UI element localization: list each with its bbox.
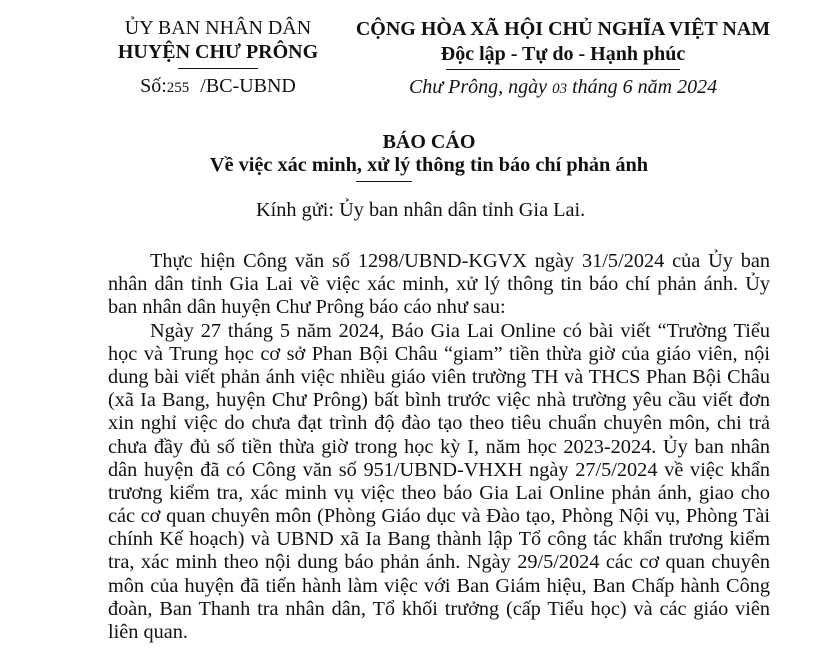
date-suffix: tháng 6 năm 2024 [567, 76, 718, 98]
agency-underline [178, 68, 258, 69]
document-date [343, 76, 783, 101]
document-title: BÁO CÁO [382, 131, 476, 153]
body-line: (xã Ia Bang, huyện Chư Prông) bất bình trước việc nhà trường yêu cầu viết đơn [108, 389, 770, 412]
body-line: Ngày 27 tháng 5 năm 2024, Báo Gia Lai Online có bài viết “Trường Tiểu [150, 319, 770, 342]
nation-title: CỘNG HÒA XÃ HỘI CHỦ NGHĨA VIỆT NAM [355, 18, 771, 40]
document-number [88, 75, 348, 100]
date-prefix: Chư Prông, ngày [408, 76, 553, 98]
document-number-prefix: Số: [140, 75, 167, 97]
subject-underline [356, 181, 412, 182]
national-motto: Độc lập - Tự do - Hạnh phúc [440, 43, 686, 65]
body-line: chính Kế hoạch) và UBND xã Ia Bang thành lập Tổ công tác khẩn trương kiểm [108, 528, 770, 551]
motto-underline [446, 69, 680, 70]
body-line: dung bài viết phản ánh việc nhiều giáo viên trường TH và THCS Phan Bội Châu [108, 365, 770, 388]
document-number-value: 255 [166, 80, 190, 96]
document-body [108, 250, 770, 644]
body-line: đoàn, Ban Thanh tra nhân dân, Tổ khối trưởng (cấp Tiểu học) và các giáo viên [108, 597, 770, 620]
document-subject: Về việc xác minh, xử lý thông tin báo chí phản ánh [209, 154, 649, 176]
body-line: tra, xác minh theo nội dung báo phản ánh. Ngày 29/5/2024 các cơ quan chuyên [108, 551, 770, 574]
body-line: chưa đầy đủ số tiền thừa giờ trong học kỳ I, năm học 2023-2024. Ủy ban nhân [108, 435, 770, 458]
body-line: môn của huyện đã tiến hành làm việc với Ban Giám hiệu, Ban Chấp hành Công [108, 574, 770, 597]
body-line: học và Trung học cơ sở Phan Bội Châu “giam” tiền thừa giờ của giáo viên, nội [108, 342, 770, 365]
agency-parent: ỦY BAN NHÂN DÂN [124, 17, 312, 39]
body-line: các cơ quan chuyên môn (Phòng Giáo dục và Đào tạo, Phòng Nội vụ, Phòng Tài [108, 505, 770, 528]
body-line: Thực hiện Công văn số 1298/UBND-KGVX ngày 31/5/2024 của Ủy ban [150, 250, 770, 272]
recipient-line: Kính gửi: Ủy ban nhân dân tỉnh Gia Lai. [256, 199, 586, 221]
body-line: ban nhân dân huyện Chư Prông báo cáo như sau: [108, 296, 506, 319]
body-line: liên quan. [108, 621, 188, 643]
body-line: dân huyện đã có Công văn số 951/UBND-VHXH ngày 27/5/2024 về việc khẩn [108, 458, 770, 481]
date-day: 03 [552, 81, 568, 97]
body-line: trương kiểm tra, xác minh vụ việc theo báo Gia Lai Online phản ánh, giao cho [108, 481, 770, 504]
body-line: nhân dân tỉnh Gia Lai về việc xác minh, xử lý thông tin báo chí phản ánh. Ủy [108, 273, 770, 296]
agency-name: HUYỆN CHƯ PRÔNG [117, 41, 319, 63]
document-number-suffix: /BC-UBND [195, 75, 296, 97]
body-line: xin nghỉ việc do chưa đạt trình độ đào tạo theo tiêu chuẩn chuyên môn, chi trả [108, 412, 770, 435]
